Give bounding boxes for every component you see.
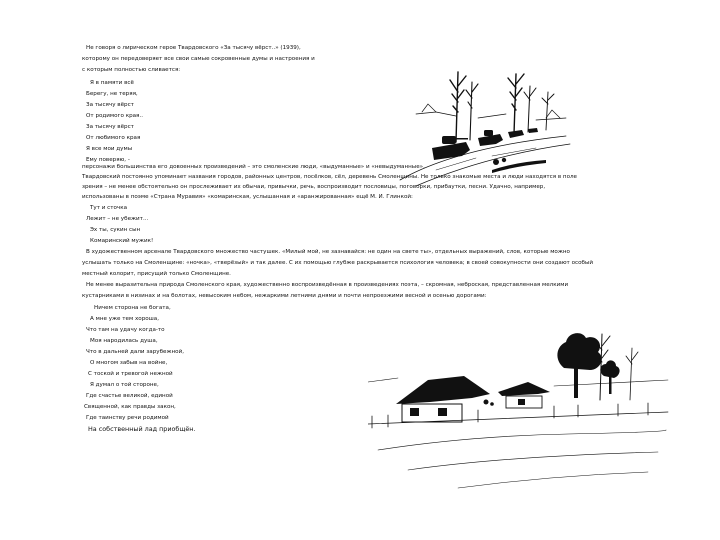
snowy-village-sketch bbox=[368, 320, 670, 492]
poem-line: Лежит – не убежит... bbox=[86, 216, 149, 222]
poem-line: Что там на удачу когда-то bbox=[86, 327, 165, 333]
text-line: Не говоря о лирическом герое Твардовского «За тысячу вёрст..» (1939), bbox=[86, 45, 301, 51]
text-line: Не менее выразительна природа Смоленского края, художественно воспроизведённая в произведениях поэта, – скромная, неброская, представленная мелкими bbox=[86, 282, 569, 288]
poem-line: Моя народилась душа, bbox=[90, 338, 158, 344]
text-line: Твардовский постоянно упоминает названия городов, районных центров, посёлков, сёл, деревень Смоленщины. Не только знакомые места и люди находятся в поле bbox=[82, 174, 578, 180]
text-line: зрения – не менее обстоятельно он прослеживает их обычаи, привычки, речь, воспроизводит пословицы, поговорки, прибаутки, песни. Удачно, например, bbox=[82, 184, 546, 190]
text-line: В художественном арсенале Твардовского множество частушек. «Милый мой, не зазнавайся: не один на свете ты», отдельных выражений, слов, которые можно bbox=[86, 249, 570, 255]
poem-line: От любимого края bbox=[86, 135, 141, 141]
poem-line: Берегу, не теряя, bbox=[86, 91, 138, 97]
text-line: использованы в поэме «Страна Муравия» «комаринская, услышанная и «аранжированная» ещё М. И. Глинкой: bbox=[82, 194, 413, 200]
poem-line: За тысячу вёрст bbox=[86, 102, 134, 108]
poem-line: Ничем сторона не богата, bbox=[94, 305, 171, 311]
poem-line: Что в дальней дали зарубежной, bbox=[86, 349, 185, 355]
poem-line: Тут и сточка bbox=[90, 205, 128, 211]
text-line: услышать только на Смоленщине: «ночка», «тверёзый» и так далее. С их помощью глубже раскрывается психология человека; в своей совокупности они создают особый bbox=[82, 260, 594, 266]
poem-line: Эх ты, сукин сын bbox=[90, 227, 141, 233]
poem-line: За тысячу вёрст bbox=[86, 124, 134, 130]
poem-line: А мне уже тем хороша, bbox=[90, 316, 159, 322]
poem-line: Священной, как правды закон, bbox=[84, 404, 176, 410]
poem-line: С тоской и тревогой нежной bbox=[88, 371, 173, 377]
text-line: местный колорит, присущий только Смоленщине. bbox=[82, 271, 231, 277]
text-line: кустарниками в низинах и на болотах, невысоким небом, нежаркими летними днями и почти непроезжими весной и осенью дорогами: bbox=[82, 293, 487, 299]
poem-line: Ему поверяю, - bbox=[86, 157, 130, 163]
poem-line: О многом забыв на войне, bbox=[90, 360, 168, 366]
poem-line: Я в памяти всё bbox=[90, 80, 134, 86]
poem-line: Я думал о той стороне, bbox=[90, 382, 159, 388]
poem-line: Я все мои думы bbox=[86, 146, 133, 152]
text-line: которому он передоверяет все свои самые сокровенные думы и настроения и bbox=[82, 56, 315, 62]
poem-line: От родимого края.. bbox=[86, 113, 143, 119]
poem-line: На собственный лад приобщён. bbox=[88, 425, 196, 433]
poem-line: Где счастье великой, единой bbox=[86, 393, 173, 399]
poem-line: Где таинству речи родимой bbox=[86, 415, 169, 421]
text-line: с которым полностью сливается: bbox=[82, 67, 181, 73]
text-line: персонажи большинства его довоенных произведений – это смоленские люди, «выдуманные» и «невыдуманные». bbox=[82, 164, 425, 170]
poem-line: Комаринский мужик! bbox=[90, 238, 154, 244]
